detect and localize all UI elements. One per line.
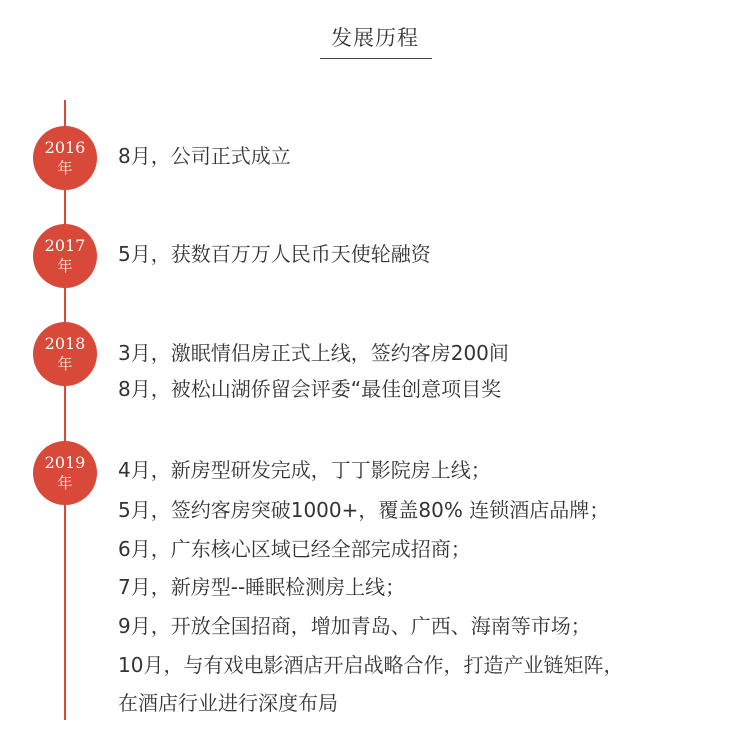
year-badge-2017 (33, 224, 97, 288)
event-2019-6: 10月，与有戏电影酒店开启战略合作，打造产业链矩阵， (118, 653, 624, 677)
year-number: 2018 (44, 334, 86, 353)
event-2019-4: 7月，新房型--睡眠检测房上线； (118, 575, 406, 599)
year-unit: 年 (57, 257, 73, 275)
year-unit: 年 (57, 474, 73, 492)
event-2018-2: 8月，被松山湖侨留会评委“最佳创意项目奖 (118, 377, 502, 401)
event-2018-1: 3月，激眠情侣房正式上线，签约客房200间 (118, 341, 509, 365)
event-2019-3: 6月，广东核心区域已经全部完成招商； (118, 537, 471, 561)
timeline-line (64, 100, 66, 720)
event-2016-1: 8月，公司正式成立 (118, 144, 291, 168)
year-number: 2019 (44, 453, 86, 472)
year-number: 2016 (44, 138, 86, 157)
year-unit: 年 (57, 355, 73, 373)
event-2019-5: 9月，开放全国招商，增加青岛、广西、海南等市场； (118, 614, 591, 638)
year-badge-2019 (33, 441, 97, 505)
year-unit: 年 (57, 159, 73, 177)
year-number: 2017 (44, 236, 86, 255)
event-2017-1: 5月，获数百万万人民币天使轮融资 (118, 242, 431, 266)
title-underline (320, 58, 432, 59)
event-2019-1: 4月，新房型研发完成，丁丁影院房上线； (118, 458, 491, 482)
event-2019-7: 在酒店行业进行深度布局 (118, 691, 338, 715)
year-badge-2018 (33, 322, 97, 386)
event-2019-2: 5月，签约客房突破1000+，覆盖80% 连锁酒店品牌； (118, 498, 610, 522)
year-badge-2016 (33, 126, 97, 190)
page-title: 发展历程 (331, 26, 419, 50)
